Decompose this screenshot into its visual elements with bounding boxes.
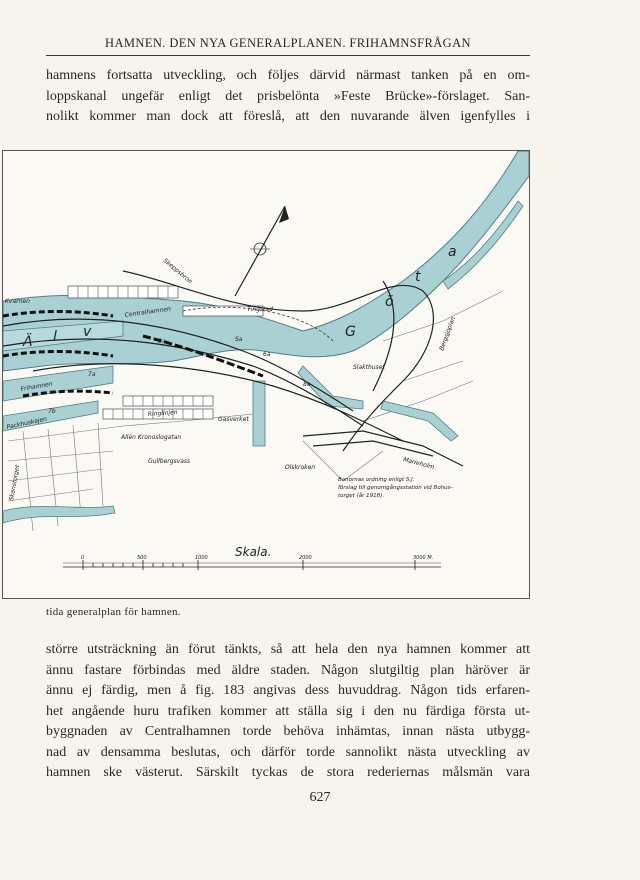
page-number: 627 (309, 790, 331, 805)
label-tingstad: Tingstad (247, 306, 273, 313)
label-basin-number: 9a (158, 338, 166, 345)
header-rule (46, 55, 530, 56)
label-basin-number: Sa (235, 336, 243, 343)
text-line: större utsträckning än förut tänkts, så att hela den nya hamnen kommer att (46, 642, 530, 657)
label-marieholm: Marieholm (402, 456, 435, 472)
text-line: loppskanal ungefär enligt det prisbelönta »Feste Brücke»-förslaget. San- (46, 88, 530, 104)
river-letter: t (415, 269, 421, 285)
label-allee: Allén Kronoslogatan (121, 434, 182, 441)
note-line: Banornas ordning enligt S.J. (338, 477, 415, 483)
scale-tick-label: 2000 (299, 555, 312, 561)
label-ringlinjen: Ringlinjen (147, 408, 178, 418)
bottom-paragraph (46, 640, 530, 784)
river-letter: G (345, 324, 356, 340)
canal (381, 401, 458, 441)
text-line: nad av densamma beslutas, och därför torde sannolikt nästa utveckling av (46, 744, 530, 760)
canal (3, 506, 115, 523)
figure-caption: tida generalplan för hamnen. (46, 606, 181, 618)
scale-tick-label: 500 (137, 555, 147, 561)
scale-tick-label: 3000 M. (413, 555, 434, 561)
label-basin-number: 6a (263, 351, 271, 358)
river-letter: v (83, 324, 92, 340)
canal (253, 381, 265, 446)
scale-tick-label: 1000 (195, 555, 208, 561)
text-line: ännu fastare förbindas med äldre staden. Någon slutgiltig plan häröver är (46, 662, 530, 678)
river-letter: Ä (23, 334, 33, 350)
text-line: hamnen ske västerut. Särskilt tyckas de stora rederiernas målsmän vara (46, 765, 530, 780)
label-gasverket: Gasverket (218, 416, 249, 423)
north-arrow-icon (235, 206, 289, 296)
text-line: hamnens fortsatta utveckling, och följes därvid närmast tanken på en om- (46, 68, 530, 83)
label-packhuskajen: Packhuskajen (5, 415, 48, 431)
note-line: förslag till genomgångsstation vid Bohus- (338, 485, 453, 491)
scale-tick-label: 0 (81, 555, 85, 561)
top-paragraph (46, 66, 530, 128)
text-line: byggnaden av Centralhamnen torde behöva inhämtas, innan nästa utbygg- (46, 724, 530, 739)
label-frihamnen: Frihamnen (20, 380, 54, 393)
river-letter: l (53, 329, 57, 345)
harbour-basin (3, 366, 113, 401)
label-basin-number: 7b (48, 408, 56, 415)
label-gullbergsvass: Gullbergsvass (148, 458, 191, 465)
river-letter: ö (385, 294, 394, 310)
label-skanstorget: Skanstorget (8, 464, 22, 502)
running-head: HAMNEN. DEN NYA GENERALPLANEN. FRIHAMNSFRÅGAN (105, 36, 471, 50)
label-kvarnen: Kvarnen (5, 298, 30, 305)
text-line: ännu ej färdig, men å fig. 183 angivas dess huvuddrag. Någon tids erfaren- (46, 683, 530, 698)
harbour-plan-map (2, 150, 530, 599)
label-slakthuset: Slakthuset (353, 364, 385, 371)
text-line: nolikt kommer man dock att föreslå, att den nuvarande älven igenfylles i (46, 109, 530, 124)
river-letter: a (448, 244, 457, 260)
map-note (338, 477, 453, 499)
label-basin-number: 7a (88, 371, 96, 378)
scale-bar (63, 560, 441, 570)
note-line: torget (år 1918). (338, 493, 384, 499)
label-bergsjoplan: Bergsjöplan (438, 315, 458, 352)
label-olskroken: Olskroken (285, 464, 316, 471)
scale-title: Skala. (235, 545, 272, 559)
label-skeppsbron: Skeppsbron (161, 257, 194, 286)
label-basin-number: 8a (303, 381, 311, 388)
text-line: het angående huru trafiken kommer att ställa sig i den nu färdiga första ut- (46, 703, 530, 719)
label-centralhamnen: Centralhamnen (124, 305, 172, 319)
